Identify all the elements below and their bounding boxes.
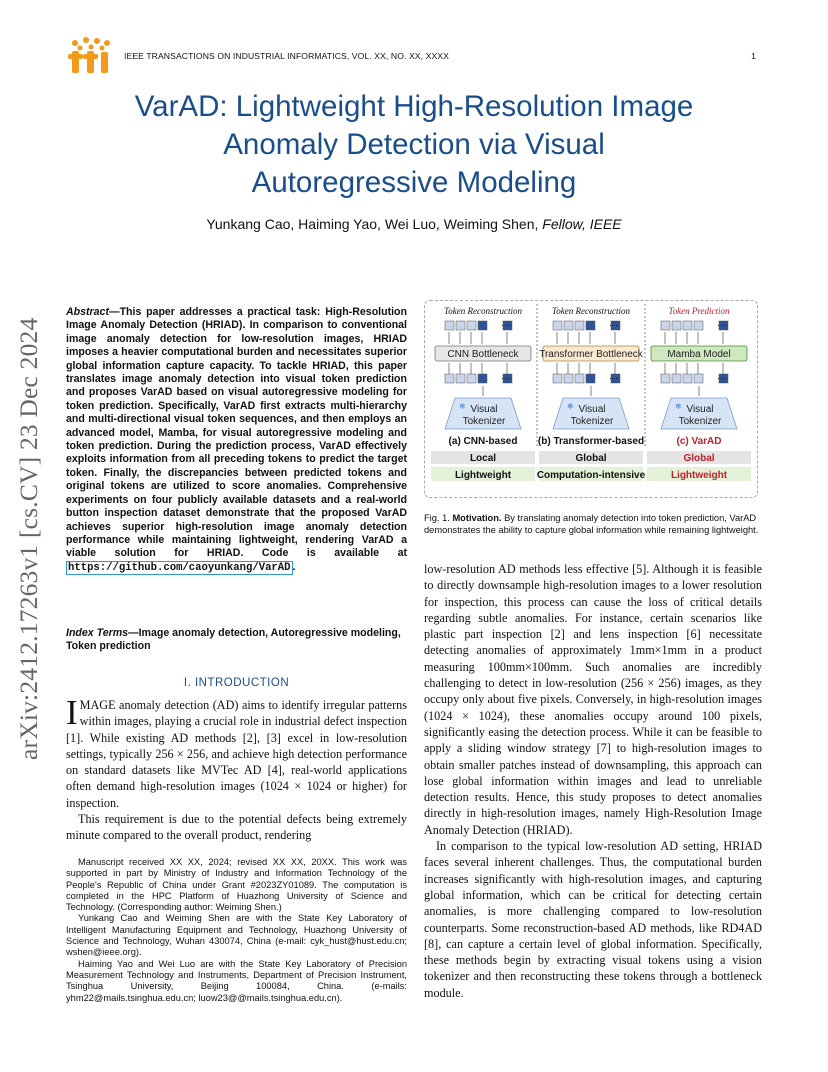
intro-paragraph-1: MAGE anomaly detection (AD) aims to identify irregular patterns within images, playing a crucial role in industrial defect inspection [1]. While existing AD methods [2], [3] excel in low-resolution settings, typically 256 × 256, and achieve high detection performance on standard datasets like MVTec AD [4], real-world applications often demand high-resolution images (1024 × 1024 or higher) for inspection. — [66, 698, 407, 810]
index-terms-label: Index Terms — [66, 627, 129, 639]
scope-label: Global — [683, 453, 715, 464]
output-token — [661, 321, 670, 330]
output-token — [456, 321, 465, 330]
output-token — [564, 321, 573, 330]
input-token — [456, 374, 465, 383]
title-line: Anomaly Detection via Visual — [223, 128, 605, 161]
ellipsis: ··· — [609, 320, 618, 330]
footnotes — [66, 857, 407, 1004]
footnote-1: Manuscript received XX XX, 2024; revised XX XX, 20XX. This work was supported in part by Ministry of Industry and Information Technology of the People's Republic of China under Grant #2023ZY01089. The computation is completed in the HPC Platform of Huazhong University of Science and Technology. (Corresponding author: Weiming Shen.) — [66, 857, 407, 913]
cost-label: Lightweight — [454, 470, 512, 481]
output-token — [575, 321, 584, 330]
input-token — [564, 374, 573, 383]
journal-logo — [66, 36, 114, 76]
input-token — [467, 374, 476, 383]
ellipsis: ··· — [501, 320, 510, 330]
figure-1-diagram — [425, 301, 757, 497]
abstract-text: This paper addresses a practical task: High-Resolution Image Anomaly Detection (HRIAD). In comparison to conventional image anomaly detection for low-resolution images, HRIAD imposes a heavier computational burden and necessitates superior global information capture capacity. To tackle HRIAD, this paper translates image anomaly detection into visual token prediction and proposes VarAD based on visual autoregressive modeling for token prediction. Specifically, VarAD first extracts multi-hierarchy and multi-directional visual token sequences, and then employs an advanced model, Mamba, for visual autoregressive modeling and token prediction. During the prediction process, VarAD effectively exploits information from all preceding tokens to predict the target token. Finally, the discrepancies between predicted tokens and original tokens are utilized to score anomalies. Comprehensive experiments on four publicly available datasets and a real-world button inspection dataset demonstrate that the proposed VarAD achieves superior high-resolution image anomaly detection performance while maintaining lightweight, rendering VarAD a viable solution for HRIAD. Code is available at — [66, 306, 407, 560]
figure-caption — [424, 513, 762, 536]
output-token — [586, 321, 595, 330]
tokenizer-label: Tokenizer — [678, 416, 722, 427]
scope-label: Global — [575, 453, 607, 464]
output-token — [683, 321, 692, 330]
index-terms-text: Image anomaly detection, Autoregressive modeling, Token prediction — [66, 627, 401, 653]
output-token — [694, 321, 703, 330]
footnote-2: Yunkang Cao and Weiming Shen are with the State Key Laboratory of Intelligent Manufacturing Equipment and Technology, Huazhong University of Science and Technology, Wuhan 430074, China (e-mail: cyk_hust@hust.edu.cn; wshen@ieee.org). — [66, 913, 407, 958]
output-token — [445, 321, 454, 330]
snowflake-icon: ❄ — [567, 402, 574, 411]
ellipsis: ··· — [717, 373, 726, 383]
output-token — [553, 321, 562, 330]
input-token — [672, 374, 681, 383]
module-label: Mamba Model — [667, 349, 731, 360]
module-label: Transformer Bottleneck — [539, 349, 643, 360]
author-fellow: Fellow, IEEE — [542, 216, 622, 232]
caption-text: By translating anomaly detection into token prediction, VarAD demonstrates the ability to capture global information while remaining lightweight. — [424, 513, 759, 535]
page-number: 1 — [751, 51, 756, 61]
author-list — [84, 216, 744, 232]
input-token — [445, 374, 454, 383]
running-header — [124, 51, 756, 61]
snowflake-icon: ❄ — [459, 402, 466, 411]
authors: Yunkang Cao, Haiming Yao, Wei Luo, Weiming Shen, — [206, 216, 539, 232]
title-line: VarAD: Lightweight High-Resolution Image — [134, 90, 694, 123]
cost-label: Computation-intensive — [536, 470, 646, 481]
input-token — [553, 374, 562, 383]
input-token — [694, 374, 703, 383]
input-token — [661, 374, 670, 383]
arxiv-stamp: arXiv:2412.17263v1 [cs.CV] 23 Dec 2024 — [14, 317, 43, 760]
snowflake-icon: ❄ — [675, 402, 682, 411]
drop-cap: I — [66, 693, 78, 732]
input-token — [586, 374, 595, 383]
right-paragraph-1: low-resolution AD methods less effective [5]. Although it is feasible to directly downsample high-resolution images to a lower resolution for inspection, this process can cause the loss of critical details regarding subtle anomalies. For instance, certain scenarios like plastic part inspection [2] and lens inspection [6] necessitate detecting anomalies of approximately 1mm×1mm in a product measuring 100mm×100mm. Such anomalies are incredibly challenging to detect in low-resolution (256 × 256) images, as they occupy only about five pixels. Conversely, in high-resolution images (1024 × 1024), these anomalies occupy around 100 pixels, significantly easing the detection process. While it can be feasible to apply a sliding window strategy [7] to high-resolution images to obtain smaller patches instead of downsampling, this approach can lose global information within images and lead to unreliable detection results. Hence, this study proposes to detect anomalies directly in high-resolution images, namely High-Resolution Image Anomaly Detection (HRIAD). — [424, 562, 762, 837]
right-column-text — [424, 561, 762, 1001]
paper-title — [84, 88, 744, 202]
input-token — [575, 374, 584, 383]
ellipsis: ··· — [717, 320, 726, 330]
panel-label: (b) Transformer-based — [537, 436, 645, 447]
tokenizer-label: Tokenizer — [462, 416, 506, 427]
output-token — [467, 321, 476, 330]
section-title: I. INTRODUCTION — [183, 677, 290, 689]
module-label: CNN Bottleneck — [447, 349, 519, 360]
abstract: Abstract—This paper addresses a practical task: High-Resolution Image Anomaly Detection (HRIAD). In comparison to conventional image anomaly detection for low-resolution images, HRIAD imposes a heavier computational burden and necessitates superior global information capture capacity. To tackle HRIAD, this paper translates image anomaly detection into visual token prediction and proposes VarAD based on visual autoregressive modeling for token prediction. Specifically, VarAD first extracts multi-hierarchy and multi-directional visual token sequences, and then employs an advanced model, Mamba, for visual autoregressive modeling and token prediction. During the prediction process, VarAD effectively exploits information from all preceding tokens to predict the target token. Finally, the discrepancies between predicted tokens and original tokens are utilized to score anomalies. Comprehensive experiments on four publicly available datasets and a real-world button inspection dataset demonstrate that the proposed VarAD achieves superior high-resolution image anomaly detection performance while maintaining lightweight, rendering VarAD a viable solution for HRIAD. Code is available at https://github.com/caoyunkang/VarAD . — [66, 306, 407, 574]
ellipsis: ··· — [609, 373, 618, 383]
journal-name: IEEE TRANSACTIONS ON INDUSTRIAL INFORMATICS, VOL. XX, NO. XX, XXXX — [124, 51, 449, 61]
footnote-3: Haiming Yao and Wei Luo are with the State Key Laboratory of Precision Measurement Technology and Instruments, Department of Precision Instrument, Tsinghua University, Beijing 100084, China. (e-mails: yhm22@mails.tsinghua.edu.cn; luow23@@mails.tsinghua.edu.cn). — [66, 958, 407, 1003]
input-token — [683, 374, 692, 383]
panel-head: Token Prediction — [668, 306, 730, 316]
index-terms: Index Terms—Image anomaly detection, Autoregressive modeling, Token prediction — [66, 627, 401, 653]
title-line: Autoregressive Modeling — [251, 166, 577, 199]
tokenizer-label: Visual — [470, 404, 498, 415]
output-token — [672, 321, 681, 330]
logo-text: tii — [89, 67, 91, 68]
abstract-label: Abstract — [66, 306, 109, 318]
input-token — [478, 374, 487, 383]
scope-label: Local — [469, 453, 497, 464]
panel-label: (a) CNN-based — [448, 436, 518, 447]
tokenizer-label: Visual — [686, 404, 714, 415]
figure-1 — [424, 300, 758, 498]
cost-label: Lightweight — [670, 470, 728, 481]
panel-head: Token Reconstruction — [552, 306, 630, 316]
ellipsis: ··· — [501, 373, 510, 383]
panel-label: (c) VarAD — [676, 436, 722, 447]
panel-head: Token Reconstruction — [444, 306, 522, 316]
introduction — [66, 693, 407, 844]
caption-bold: Motivation. — [452, 513, 502, 523]
tokenizer-label: Tokenizer — [570, 416, 614, 427]
abstract-end: . — [292, 560, 296, 573]
right-paragraph-2: In comparison to the typical low-resolution AD setting, HRIAD faces several inherent challenges. Thus, the computational burden increases significantly with high-resolution images, and capturing global information, which can be critical for detecting certain anomalies, is more challenging compared to low-resolution counterparts. Some reconstruction-based AD methods, like RD4AD [8], can capture a certain level of global information. Specifically, these methods begin by extracting visual tokens using a vision tokenizer and then reconstructing these tokens through a bottleneck module. — [424, 839, 762, 1000]
intro-paragraph-2: This requirement is due to the potential defects being extremely minute compared to the overall product, rendering — [66, 812, 407, 843]
tokenizer-label: Visual — [578, 404, 606, 415]
output-token — [478, 321, 487, 330]
code-link[interactable]: https://github.com/caoyunkang/VarAD — [68, 561, 291, 574]
caption-label: Fig. 1. — [424, 513, 450, 523]
